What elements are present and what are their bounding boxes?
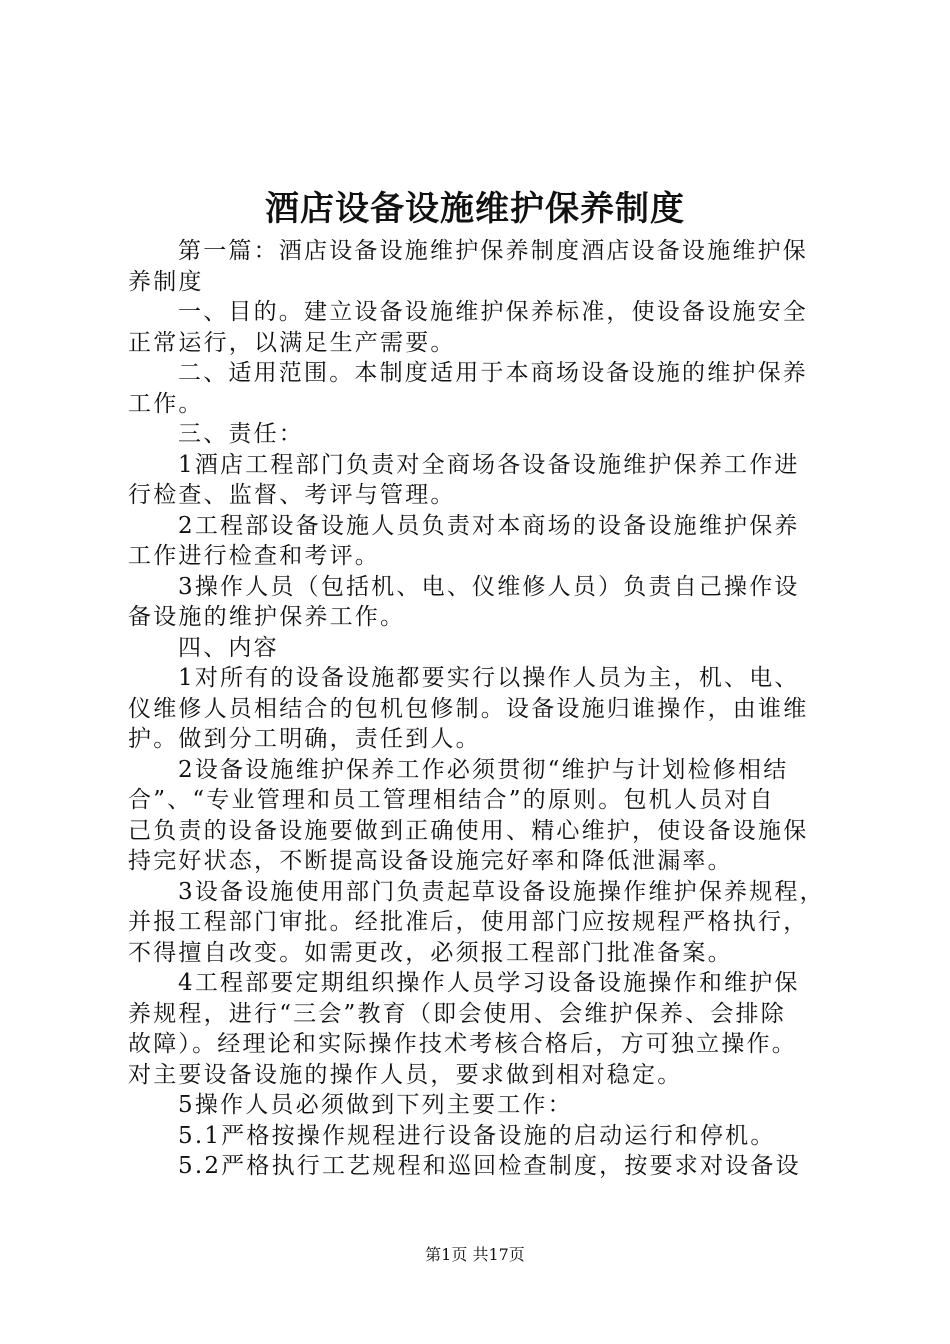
text-line: 3设备设施使用部门负责起草设备设施操作维护保养规程， (178, 878, 825, 905)
text-line: 仪维修人员相结合的包机包修制。设备设施归谁操作，由谁维 (128, 695, 809, 722)
text-line: 养制度 (128, 268, 204, 295)
text-line: 工作。 (128, 390, 204, 417)
text-line: 行检查、监督、考评与管理。 (128, 482, 456, 508)
document-body (128, 236, 836, 1182)
text-line: 对主要设备设施的操作人员，要求做到相对稳定。 (128, 1061, 683, 1088)
text-line: 二、适用范围。本制度适用于本商场设备设施的维护保养 (178, 360, 808, 386)
text-line: 持完好状态，不断提高设备设施完好率和降低泄漏率。 (128, 848, 733, 874)
text-line: 3操作人员（包括机、电、仪维修人员）负责自己操作设 (178, 573, 800, 600)
text-line: 5.2严格执行工艺规程和巡回检查制度，按要求对设备设 (178, 1153, 801, 1179)
text-line: 5操作人员必须做到下列主要工作： (178, 1092, 573, 1118)
text-line: 一、目的。建立设备设施维护保养标准，使设备设施安全 (178, 299, 808, 325)
text-line: 2设备设施维护保养工作必须贯彻“维护与计划检修相结 (178, 756, 789, 783)
text-line: 第一篇：酒店设备设施维护保养制度酒店设备设施维护保 (178, 238, 808, 264)
text-line: 故障）。经理论和实际操作技术考核合格后，方可独立操作。 (128, 1031, 797, 1057)
text-line: 1对所有的设备设施都要实行以操作人员为主，机、电、 (178, 665, 800, 691)
text-line: 4工程部要定期组织操作人员学习设备设施操作和维护保 (178, 970, 800, 996)
text-line: 己负责的设备设施要做到正确使用、精心维护，使设备设施保 (128, 817, 809, 844)
text-line: 养规程，进行“三会”教育（即会使用、会维护保养、会排除 (128, 1000, 786, 1027)
text-line: 四、内容 (178, 634, 279, 661)
document-title: 酒店设备设施维护保养制度 (265, 189, 685, 229)
text-line: 正常运行，以满足生产需要。 (128, 329, 456, 356)
text-line: 合”、“专业管理和员工管理相结合”的原则。包机人员对自 (128, 787, 775, 813)
text-line: 2工程部设备设施人员负责对本商场的设备设施维护保养 (178, 512, 800, 539)
text-line: 5.1严格按操作规程进行设备设施的启动运行和停机。 (178, 1122, 776, 1149)
page-footer: 第1页 共17页 (425, 1245, 525, 1264)
text-line: 工作进行检查和考评。 (128, 543, 380, 569)
text-line: 护。做到分工明确，责任到人。 (128, 726, 481, 752)
text-line: 1酒店工程部门负责对全商场各设备设施维护保养工作进 (178, 451, 800, 478)
text-line: 并报工程部门审批。经批准后，使用部门应按规程严格执行， (128, 909, 809, 935)
text-line: 不得擅自改变。如需更改，必须报工程部门批准备案。 (128, 939, 733, 966)
text-line: 备设施的维护保养工作。 (128, 604, 406, 630)
text-line: 三、责任： (178, 421, 304, 447)
